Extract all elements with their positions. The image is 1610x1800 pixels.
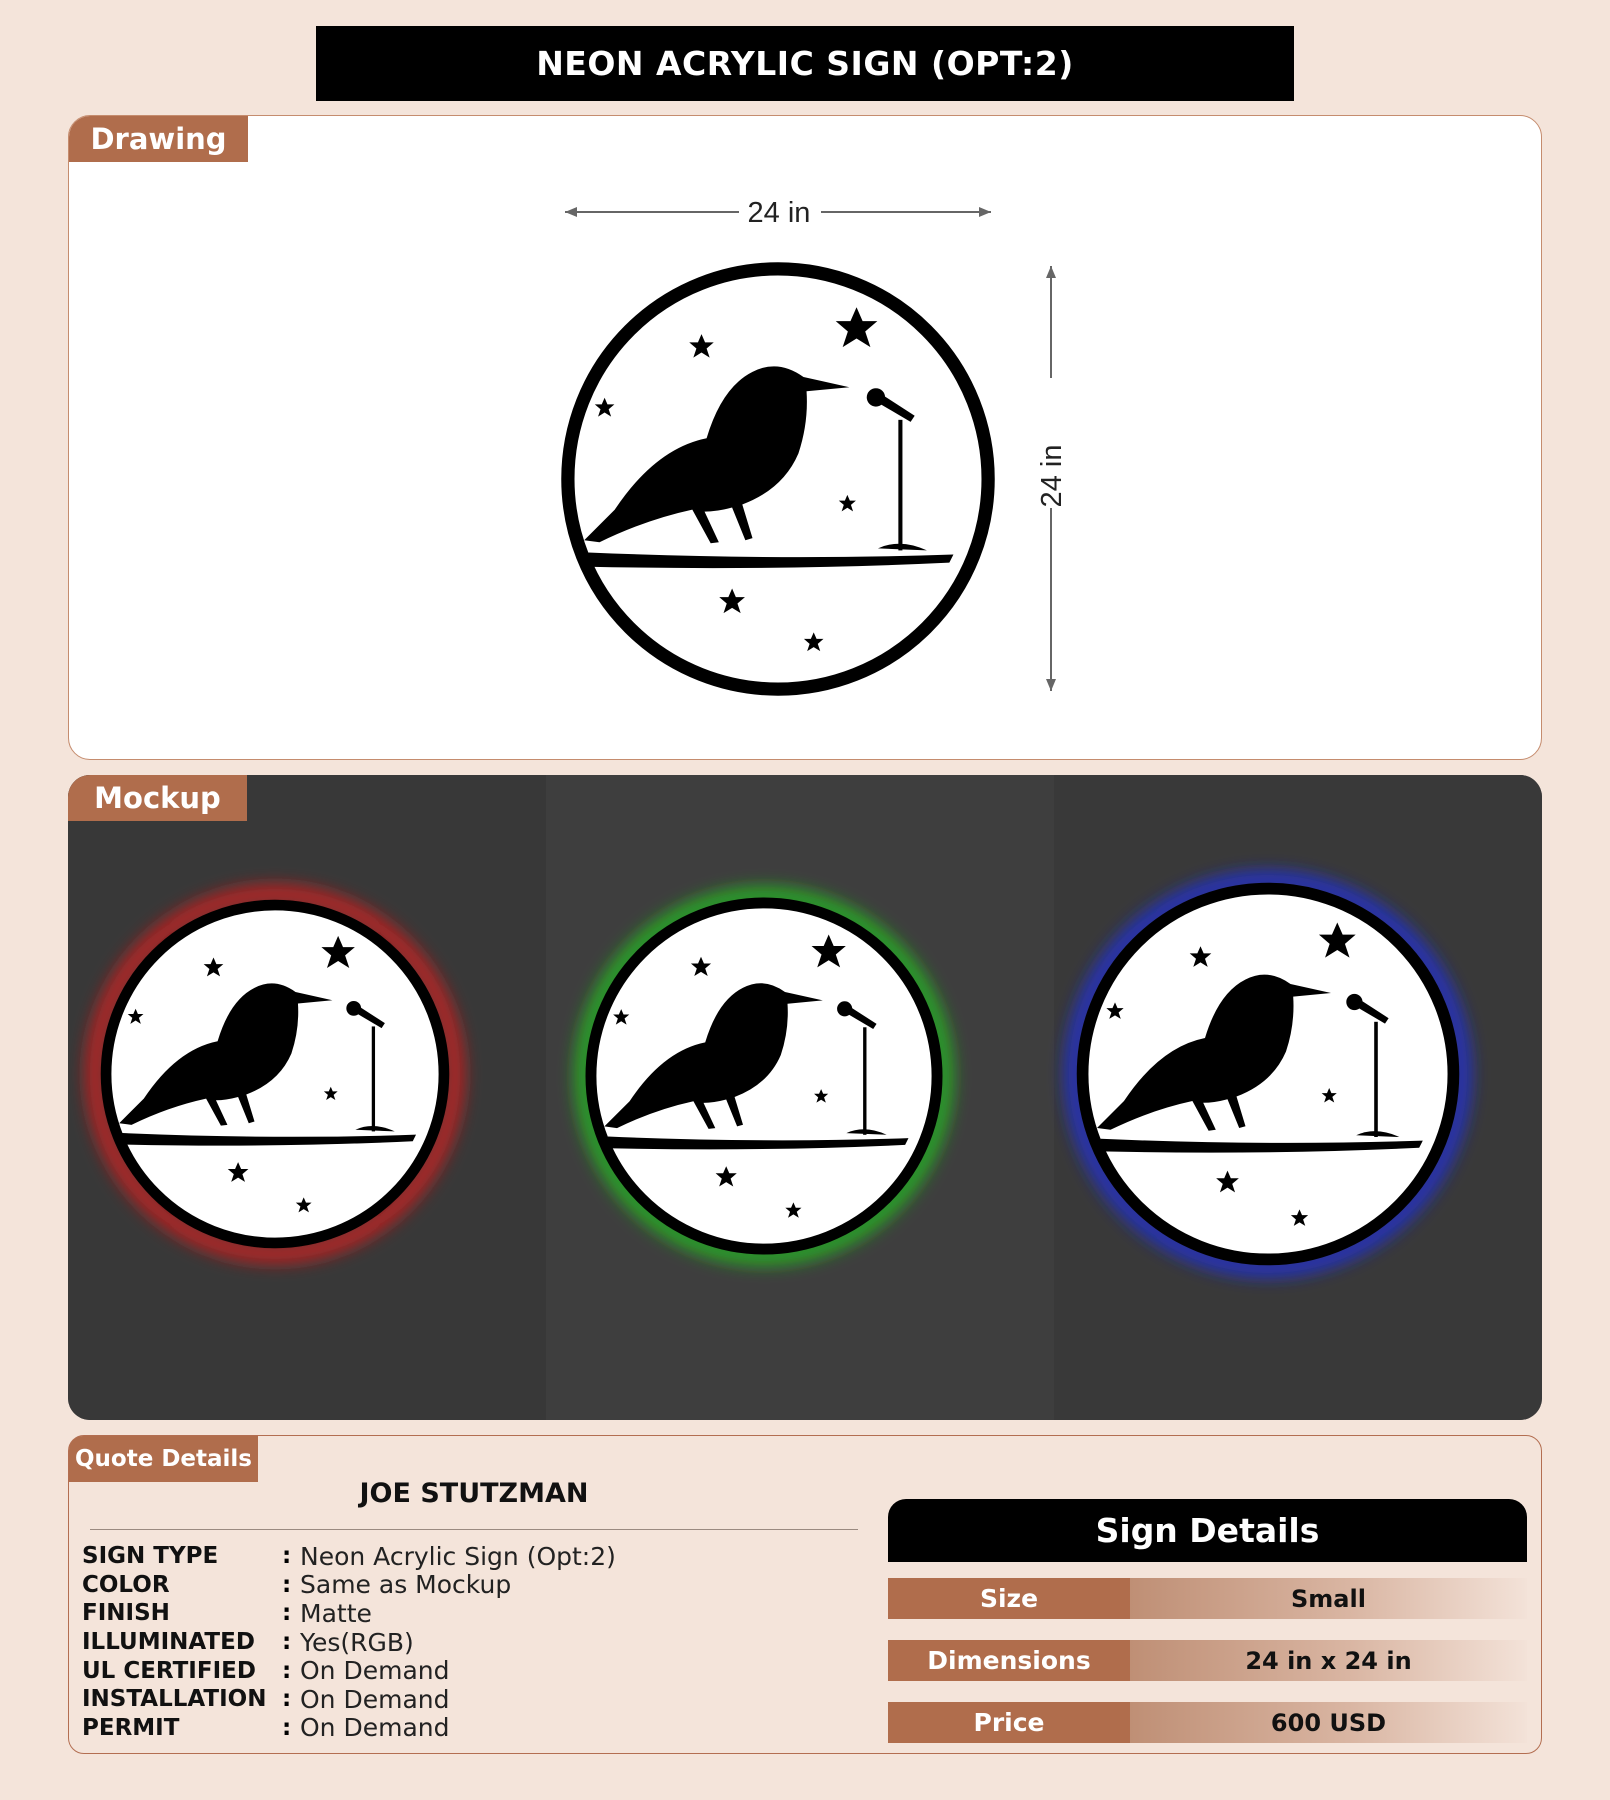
- detail-value: On Demand: [300, 1713, 450, 1743]
- technical-drawing: [69, 116, 1542, 760]
- detail-value: On Demand: [300, 1684, 450, 1714]
- mockup-scene: [68, 775, 1542, 1420]
- detail-label: FINISH: [82, 1600, 170, 1627]
- mockup-red-sign: [95, 894, 455, 1254]
- detail-row-illuminated: [82, 1628, 616, 1657]
- mockup-tab: Mockup: [68, 775, 247, 821]
- bird-logo-drawing: [568, 269, 988, 689]
- detail-row-permit: [82, 1714, 616, 1743]
- sign-detail-value: Small: [1130, 1578, 1527, 1619]
- customer-name: JOE STUTZMAN: [359, 1478, 589, 1509]
- detail-colon: :: [282, 1629, 292, 1656]
- detail-colon: :: [282, 1600, 292, 1627]
- detail-colon: :: [282, 1714, 292, 1741]
- detail-label: UL CERTIFIED: [82, 1657, 256, 1684]
- detail-colon: :: [282, 1571, 292, 1598]
- sign-details-title: Sign Details: [888, 1499, 1527, 1562]
- detail-row-installation: [82, 1685, 616, 1714]
- detail-label: PERMIT: [82, 1714, 180, 1741]
- detail-row-ul-certified: [82, 1656, 616, 1685]
- quote-details-list: [82, 1542, 616, 1742]
- detail-label: COLOR: [82, 1571, 170, 1598]
- detail-label: SIGN TYPE: [82, 1543, 219, 1570]
- drawing-tab: Drawing: [69, 116, 248, 162]
- page-title: NEON ACRYLIC SIGN (OPT:2): [316, 26, 1294, 101]
- mockup-panel: [68, 775, 1542, 1420]
- mockup-blue-sign: [1074, 880, 1462, 1268]
- sign-detail-label: Dimensions: [888, 1640, 1130, 1681]
- detail-label: ILLUMINATED: [82, 1629, 255, 1656]
- sign-detail-value: 24 in x 24 in: [1130, 1640, 1527, 1681]
- detail-value: Neon Acrylic Sign (Opt:2): [300, 1541, 616, 1571]
- mockup-green-sign: [584, 896, 944, 1256]
- quote-tab: Quote Details: [69, 1436, 258, 1482]
- height-label: 24 in: [1036, 444, 1068, 508]
- detail-value: On Demand: [300, 1656, 450, 1686]
- sign-detail-dimensions: [888, 1640, 1527, 1681]
- detail-value: Matte: [300, 1598, 372, 1628]
- detail-label: INSTALLATION: [82, 1686, 267, 1713]
- detail-row-sign-type: [82, 1542, 616, 1571]
- customer-divider: [90, 1529, 858, 1530]
- detail-colon: :: [282, 1686, 292, 1713]
- drawing-panel: [68, 115, 1542, 760]
- detail-value: Same as Mockup: [300, 1570, 512, 1600]
- sign-detail-value: 600 USD: [1130, 1702, 1527, 1743]
- detail-row-finish: [82, 1599, 616, 1628]
- detail-row-color: [82, 1571, 616, 1600]
- sign-detail-label: Price: [888, 1702, 1130, 1743]
- sign-detail-size: [888, 1578, 1527, 1619]
- width-label: 24 in: [747, 197, 811, 229]
- sign-detail-price: [888, 1702, 1527, 1743]
- detail-colon: :: [282, 1543, 292, 1570]
- sign-detail-label: Size: [888, 1578, 1130, 1619]
- detail-colon: :: [282, 1657, 292, 1684]
- detail-value: Yes(RGB): [300, 1627, 414, 1657]
